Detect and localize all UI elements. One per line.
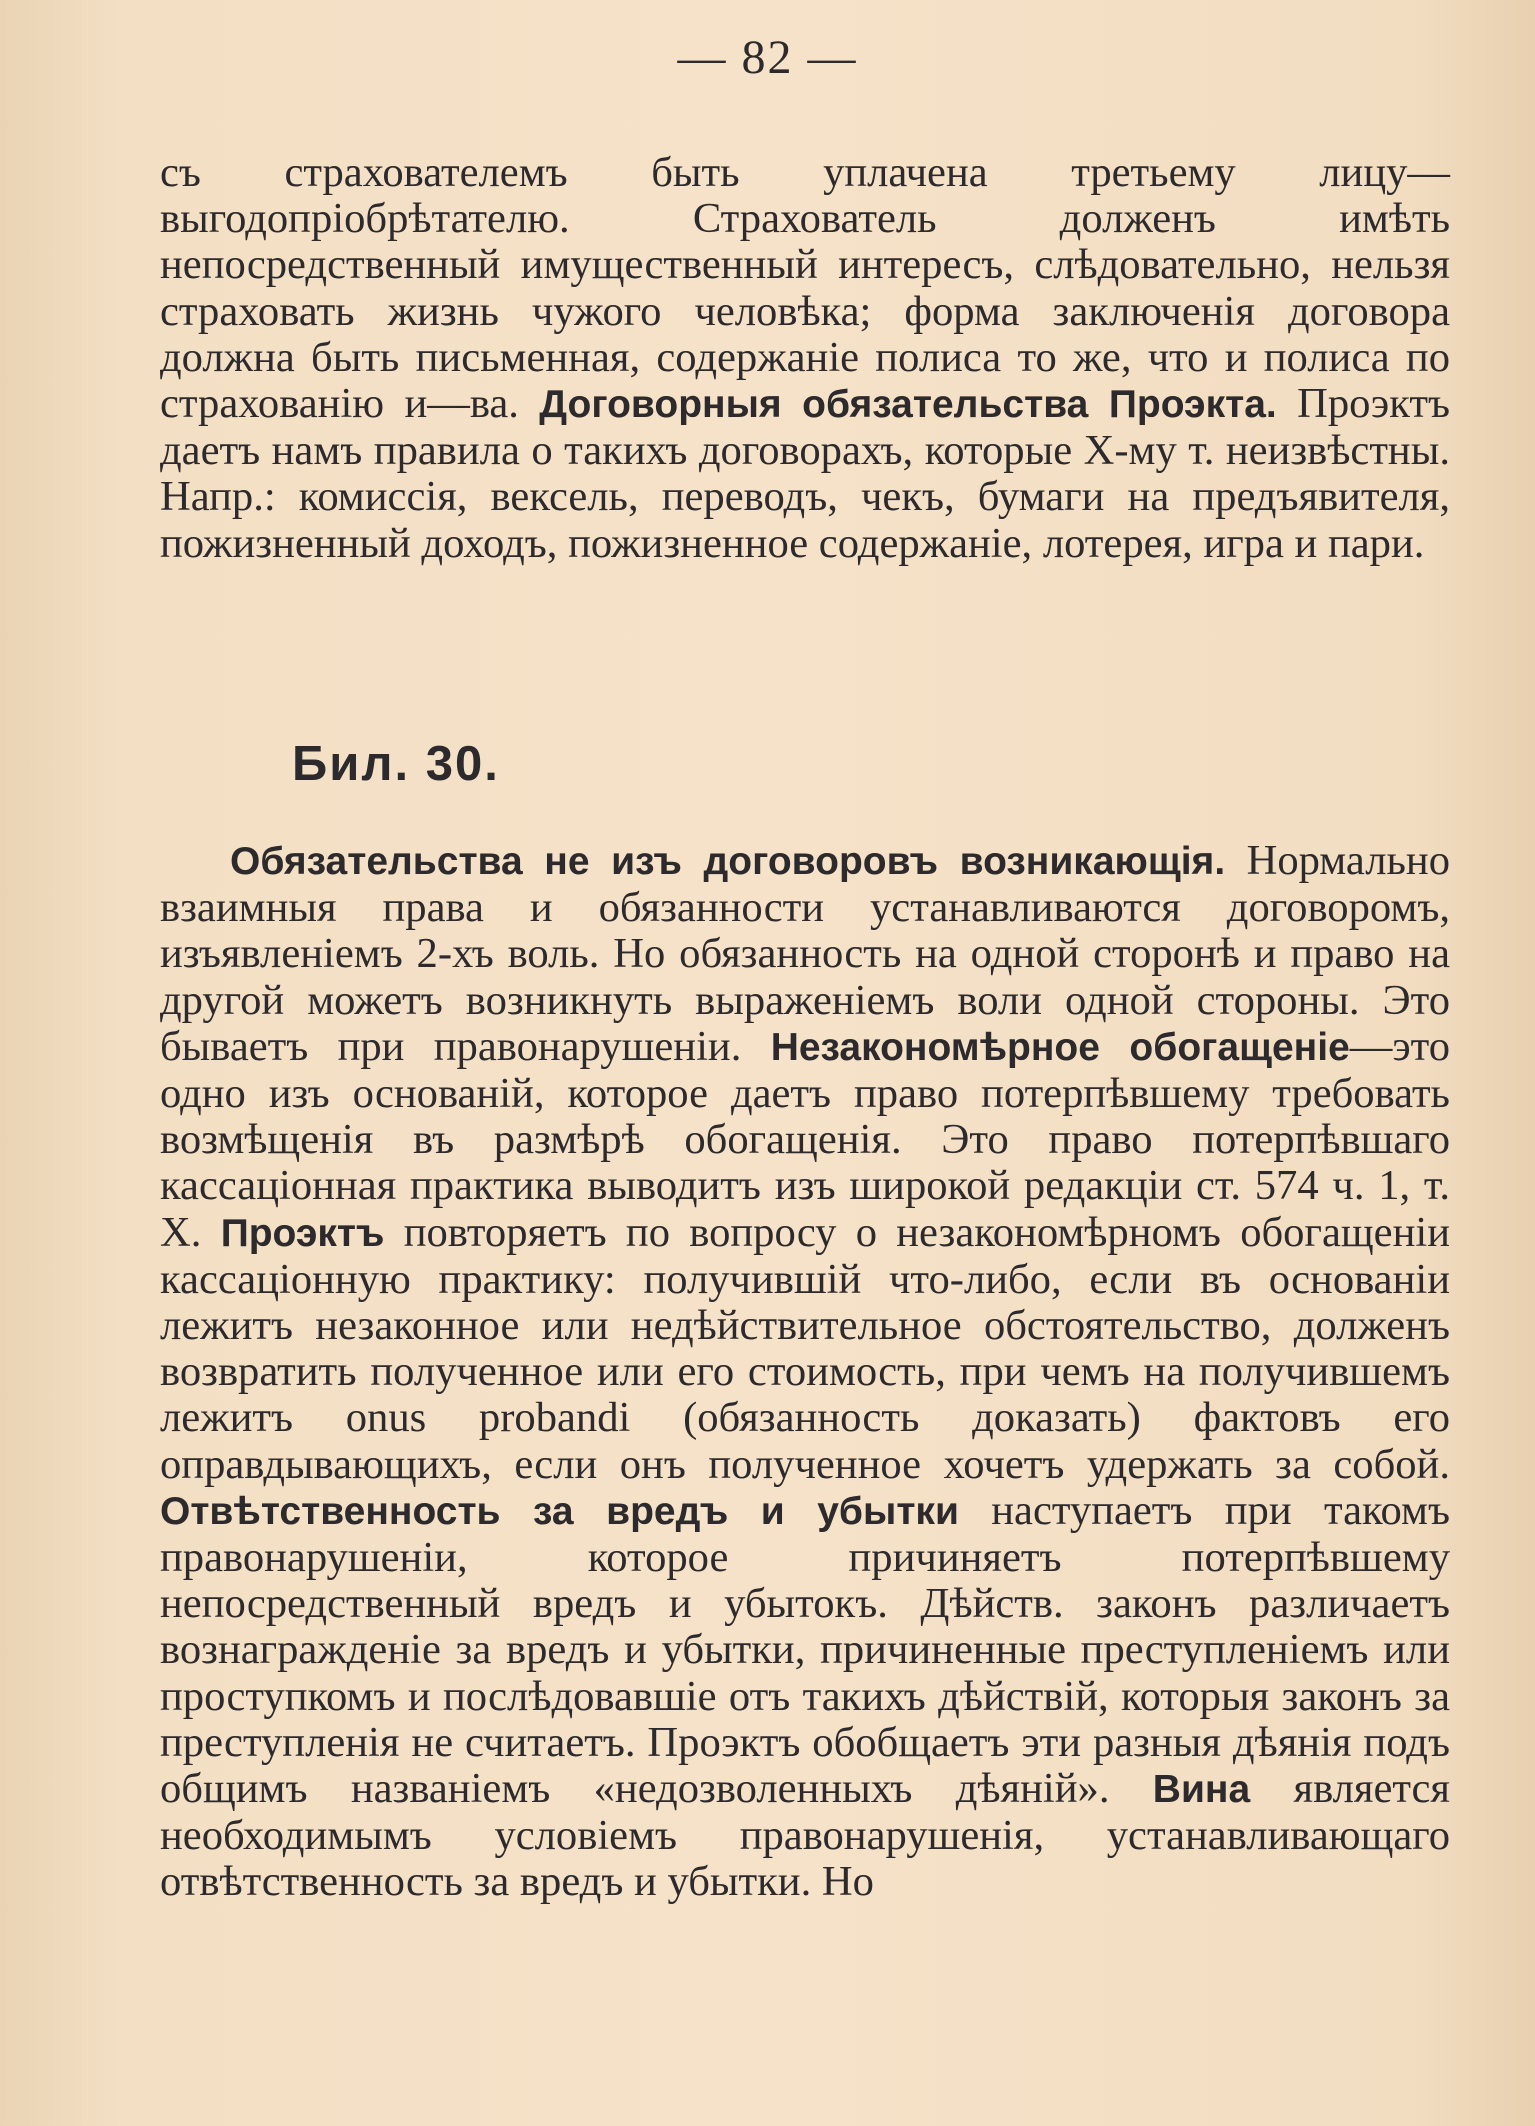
- page-number: — 82 —: [677, 31, 858, 84]
- paragraph-text: является необходимымъ условіемъ правонарушенія, устанавливающаго отвѣтственность за вредъ и убытки. Но: [160, 1765, 1451, 1906]
- inline-heading: Проэктъ: [220, 1211, 385, 1255]
- paragraph-text: повторяетъ по вопросу о незакономѣрномъ обогащеніи кассаціонную практику: получившій что-либо, если въ основаніи лежитъ незаконное или недѣйствительное обстоятельство, долженъ возвратить полученное или его стоимость, при чемъ на получившемъ лежитъ onus probandi (обязанность доказать) фактовъ его оправдывающихъ, если онъ полученное хочетъ удержать за собой.: [160, 1208, 1450, 1488]
- inline-heading: Незакономѣрное обогащеніе: [770, 1025, 1350, 1069]
- inline-heading: Договорныя обязательства Проэкта.: [539, 383, 1277, 427]
- inline-heading: Вина: [1152, 1768, 1251, 1812]
- paragraph-text: Нормально взаимныя права и обязанности устанавливаются договоромъ, изъявленіемъ 2-хъ воль. Но обязанность на одной сторонѣ и право на другой можетъ возникнуть выраженіемъ воли одной стороны. Это бываетъ при правонарушеніи.: [160, 837, 1450, 1070]
- paragraph-text: съ страхователемъ быть уплачена третьему лицу—выгодопріобрѣтателю. Страхователь долженъ имѣть непосредственный имущественный интересъ, слѣдовательно, нельзя страховать жизнь чужого человѣка; форма заключенія договора должна быть письменная, содержаніе полиса то же, что и полиса по страхованію и—ва.: [160, 149, 1450, 428]
- inline-heading: Отвѣтственность за вредъ и убытки: [160, 1489, 959, 1533]
- paragraph-text: Проэктъ даетъ намъ правила о такихъ договорахъ, которые Х-му т. неизвѣстны. Напр.: комиссія, вексель, переводъ, чекъ, бумаги на предъявителя, пожизненный доходъ, пожизненное содержаніе, лотерея, игра и пари.: [160, 380, 1450, 567]
- paragraph-obligations: [160, 838, 1450, 1906]
- paragraph-text: —это одно изъ основаній, которое даетъ право потерпѣвшему требовать возмѣщенія въ размѣрѣ обогащенія. Это право потерпѣвшаго кассаціонная практика выводитъ изъ широкой редакціи ст. 574 ч. 1, т. Х.: [160, 1022, 1451, 1256]
- ticket-heading: Бил. 30.: [292, 737, 500, 791]
- paragraph-insurance: [160, 150, 1450, 567]
- inline-heading: Обязательства не изъ договоровъ возникающія.: [230, 840, 1226, 883]
- paragraph-text: наступаетъ при такомъ правонарушеніи, которое причиняетъ потерпѣвшему непосредственный вредъ и убытокъ. Дѣйств. законъ различаетъ вознагражденіе за вредъ и убытки, причиненные преступленіемъ или проступкомъ и послѣдовавшіе отъ такихъ дѣйствій, которыя законъ за преступленія не считаетъ. Проэктъ обобщаетъ эти разныя дѣянія подъ общимъ названіемъ «недозволенныхъ дѣяній».: [160, 1486, 1450, 1813]
